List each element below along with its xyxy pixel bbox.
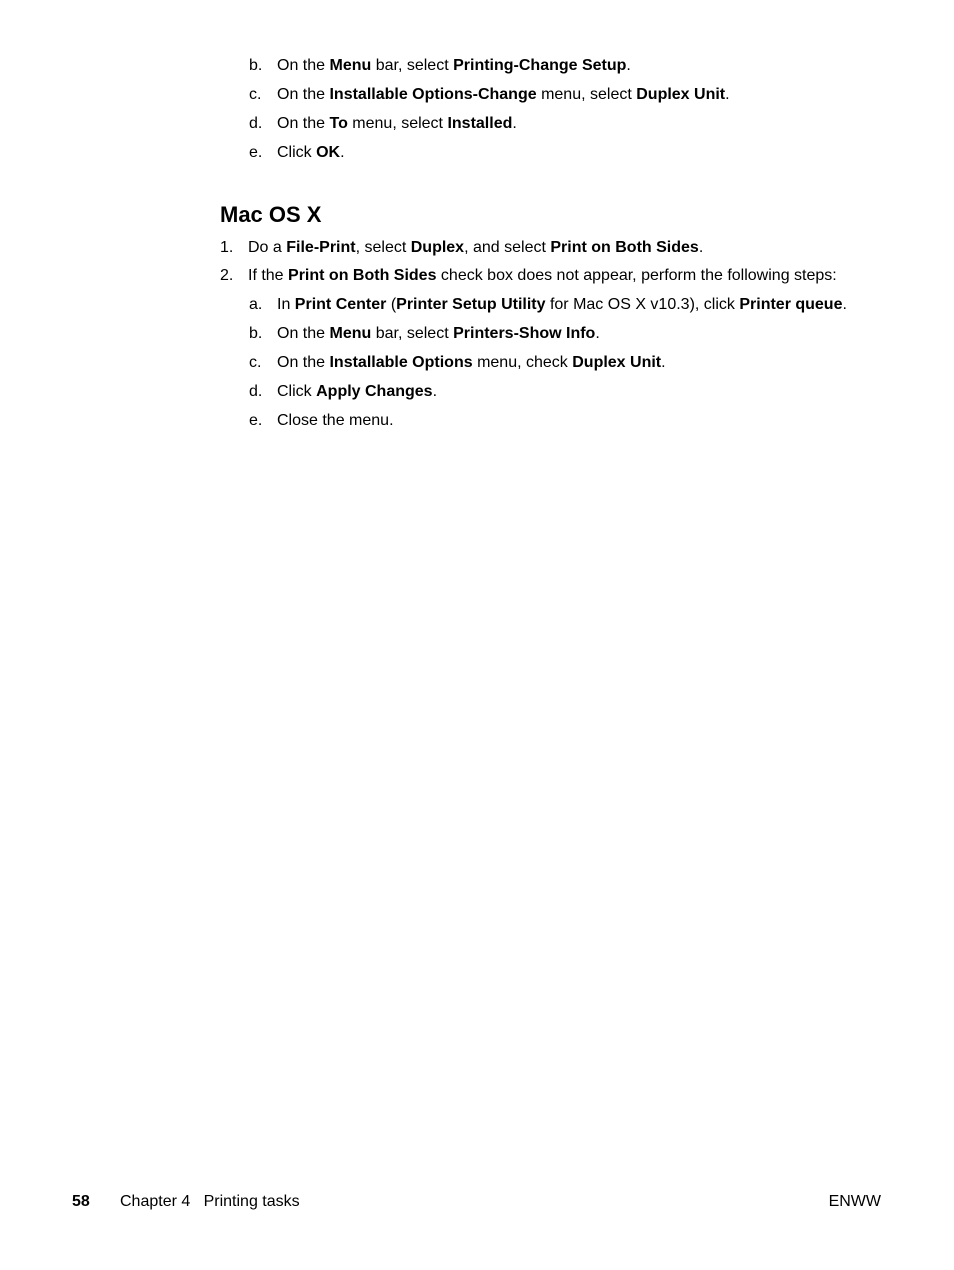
sub-step-item <box>277 85 730 105</box>
step-text: Close the menu. <box>277 412 394 429</box>
sub-step-item-marker: c. <box>249 354 262 371</box>
ui-term: Installable Options <box>329 354 473 371</box>
ui-term: Printer Setup Utility <box>396 296 546 313</box>
step-text: . <box>698 239 704 256</box>
sub-step-item <box>277 353 666 373</box>
sub-step-item <box>277 411 394 431</box>
numbered-step-item <box>248 238 703 258</box>
sub-step-item-marker: d. <box>249 383 263 400</box>
step-text: for Mac OS X v10.3), click <box>545 296 740 313</box>
ui-term: Duplex Unit <box>636 86 726 103</box>
sub-step-item-marker: b. <box>249 325 263 342</box>
ui-term: Printers-Show Info <box>453 325 596 342</box>
ui-term: To <box>329 115 348 132</box>
step-text: menu, check <box>472 354 573 371</box>
step-text: . <box>432 383 438 400</box>
ui-term: Menu <box>329 325 372 342</box>
ui-term: Installed <box>447 115 513 132</box>
sub-step-item <box>277 324 600 344</box>
ui-term: OK <box>316 144 341 161</box>
sub-step-item <box>277 114 517 134</box>
step-text: Do a <box>248 239 287 256</box>
sub-step-item <box>277 295 847 315</box>
step-text: Click <box>277 144 317 161</box>
step-text: . <box>512 115 517 132</box>
step-text: . <box>725 86 730 103</box>
ui-term: Print Center <box>294 296 387 313</box>
sub-step-item <box>277 143 345 163</box>
sub-step-item-marker: e. <box>249 412 263 429</box>
step-text: bar, select <box>371 57 454 74</box>
ui-term: Print on Both Sides <box>288 267 437 284</box>
step-text: , select <box>355 239 411 256</box>
sub-step-item <box>277 382 437 402</box>
sub-step-item-marker: b. <box>249 57 263 74</box>
step-text: On the <box>277 86 330 103</box>
step-text: On the <box>277 354 330 371</box>
ui-term: File-Print <box>286 239 356 256</box>
footer-right-label: ENWW <box>828 1193 881 1210</box>
step-text: On the <box>277 57 330 74</box>
ui-term: Duplex <box>410 239 465 256</box>
step-text: . <box>595 325 600 342</box>
numbered-step-item <box>248 266 837 286</box>
step-text: bar, select <box>371 325 454 342</box>
step-text: Click <box>277 383 317 400</box>
step-text: menu, select <box>347 115 448 132</box>
ui-term: Printer queue <box>739 296 843 313</box>
step-text: . <box>661 354 666 371</box>
page-number: 58 <box>72 1193 90 1210</box>
sub-step-item-marker: d. <box>249 115 263 132</box>
ui-term: Installable Options-Change <box>329 86 537 103</box>
step-text: In <box>277 296 295 313</box>
numbered-step-item-marker: 2. <box>220 267 234 284</box>
step-text: , and select <box>464 239 551 256</box>
step-text: ( <box>386 296 397 313</box>
ui-term: Print on Both Sides <box>550 239 699 256</box>
ui-term: Duplex Unit <box>572 354 662 371</box>
step-text: If the <box>248 267 289 284</box>
step-text: . <box>626 57 631 74</box>
step-text: menu, select <box>536 86 637 103</box>
numbered-step-item-marker: 1. <box>220 239 234 256</box>
step-text: On the <box>277 115 330 132</box>
sub-step-item-marker: a. <box>249 296 263 313</box>
sub-step-item <box>277 56 631 76</box>
step-text: . <box>340 144 345 161</box>
chapter-title: Chapter 4 Printing tasks <box>120 1193 300 1210</box>
ui-term: Menu <box>329 57 372 74</box>
sub-step-item-marker: e. <box>249 144 263 161</box>
ui-term: Apply Changes <box>316 383 433 400</box>
step-text: . <box>842 296 847 313</box>
sub-step-item-marker: c. <box>249 86 262 103</box>
section-heading: Mac OS X <box>220 202 322 227</box>
step-text: check box does not appear, perform the following steps: <box>436 267 837 284</box>
step-text: On the <box>277 325 330 342</box>
ui-term: Printing-Change Setup <box>453 57 627 74</box>
